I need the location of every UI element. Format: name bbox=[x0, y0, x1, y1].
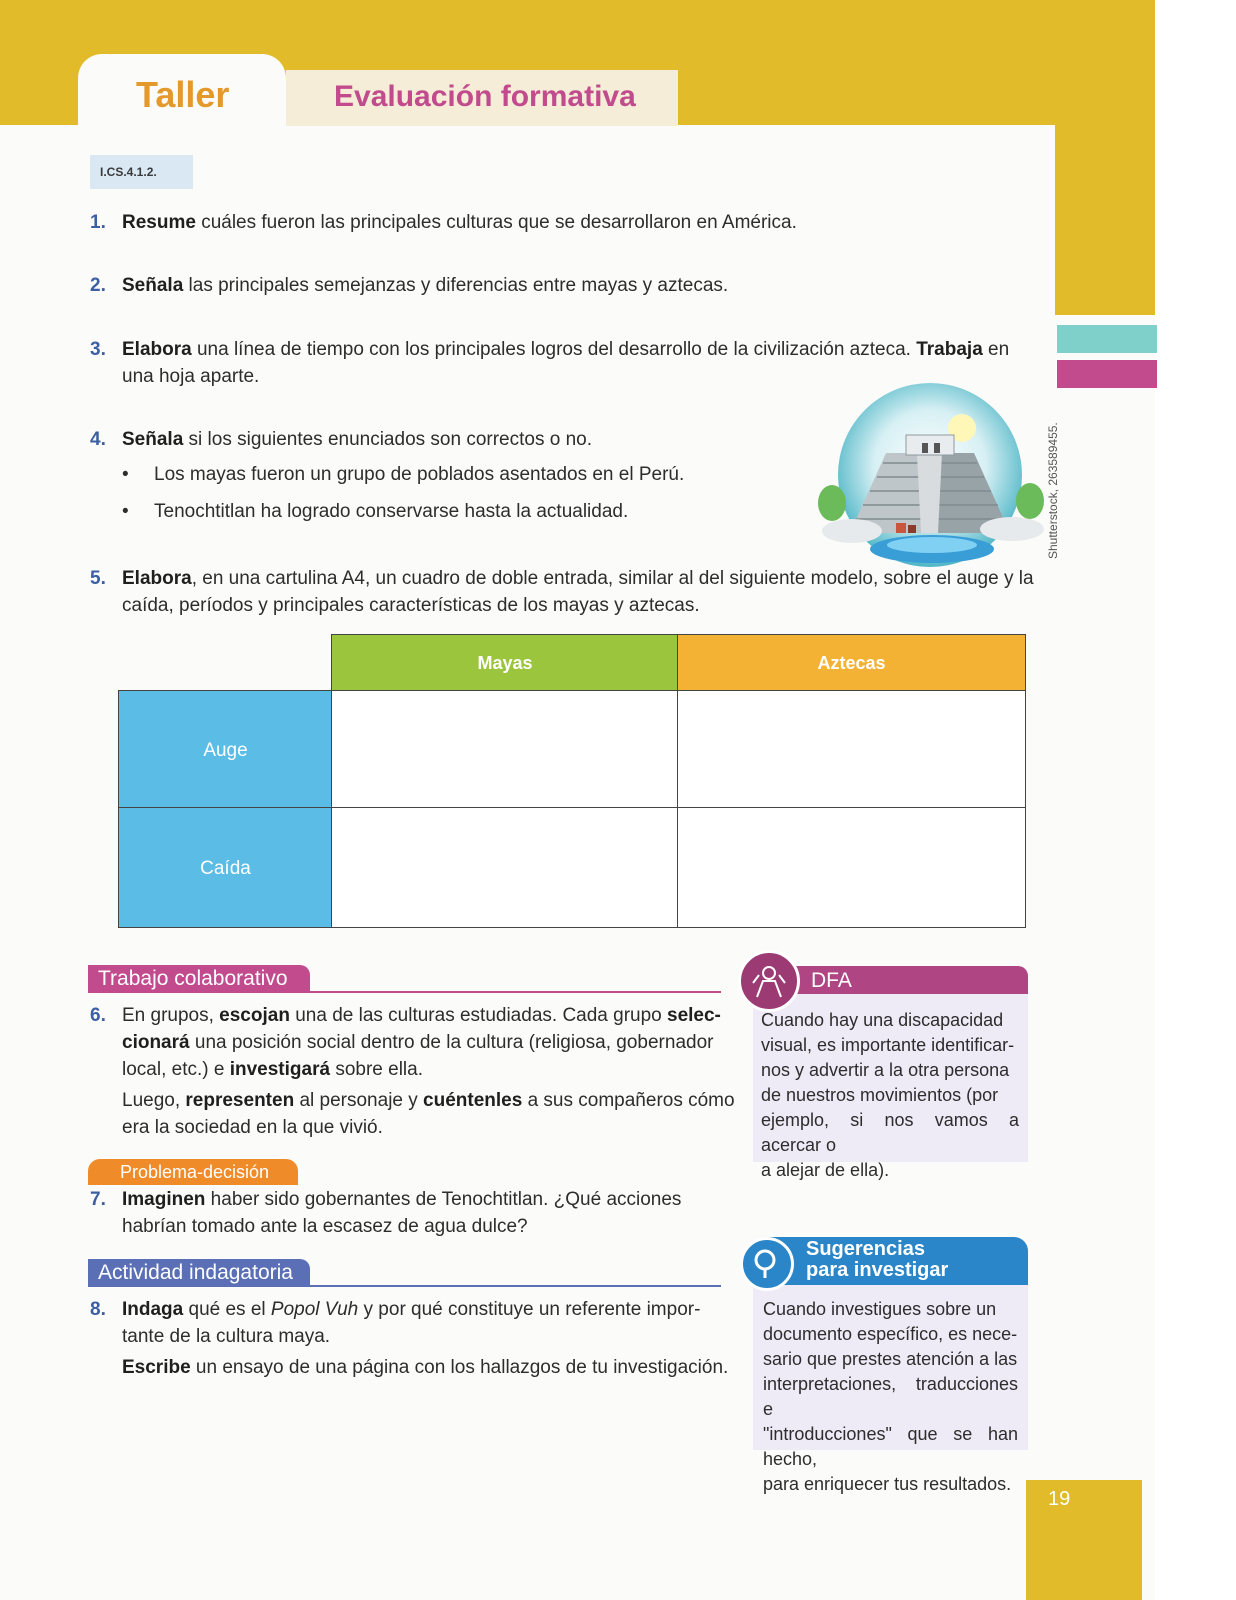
dfa-line: nos y advertir a la otra persona bbox=[761, 1060, 1010, 1080]
bullet-item bbox=[122, 501, 762, 529]
question-verb: cionará bbox=[122, 1032, 190, 1053]
magnifier-icon bbox=[740, 1237, 794, 1291]
question-text: tante de la cultura maya. bbox=[122, 1326, 331, 1347]
question-text: a sus compañeros cómo bbox=[522, 1090, 735, 1111]
question-1 bbox=[90, 209, 1030, 237]
dfa-title: DFA bbox=[811, 969, 852, 992]
question-number: 6. bbox=[90, 1005, 106, 1026]
table-cell bbox=[331, 690, 679, 809]
question-number: 8. bbox=[90, 1299, 106, 1320]
question-text: un ensayo de una página con los hallazgos de tu investigación. bbox=[190, 1357, 729, 1378]
sugerencias-line: sario que prestes atención a las bbox=[763, 1349, 1018, 1369]
question-number: 5. bbox=[90, 568, 106, 589]
question-text: una línea de tiempo con los principales logros del desarrollo de la civilización azteca. bbox=[191, 339, 911, 360]
question-text: Luego, bbox=[122, 1090, 186, 1111]
question-text: las principales semejanzas y diferencias entre mayas y aztecas. bbox=[183, 275, 729, 296]
curriculum-code: I.CS.4.1.2. bbox=[90, 155, 193, 189]
table-cell bbox=[331, 807, 679, 928]
question-text: En grupos, bbox=[122, 1005, 220, 1026]
question-7 bbox=[90, 1186, 730, 1242]
dfa-line: visual, es importante identificar- bbox=[761, 1035, 1015, 1055]
question-8 bbox=[90, 1296, 730, 1386]
taller-tab bbox=[78, 54, 286, 134]
column-header-aztecas: Aztecas bbox=[677, 634, 1026, 692]
sugerencias-text bbox=[763, 1297, 1018, 1497]
question-text-2: en bbox=[982, 339, 1010, 360]
sugerencias-title bbox=[806, 1239, 948, 1281]
question-verb: Escribe bbox=[122, 1357, 191, 1378]
image-credit bbox=[1040, 415, 1060, 565]
question-text-line2: caída, períodos y principales características de los mayas y aztecas. bbox=[122, 595, 700, 616]
pink-marker bbox=[1057, 360, 1157, 388]
question-verb: Elabora bbox=[122, 568, 192, 589]
dfa-line: a alejar de ella). bbox=[761, 1160, 890, 1180]
sugerencias-line: para enriquecer tus resultados. bbox=[763, 1474, 1012, 1494]
header-band-right bbox=[1055, 0, 1155, 315]
question-text: era la sociedad en la que vivió. bbox=[122, 1117, 383, 1138]
page-number-tab bbox=[1026, 1480, 1142, 1600]
sugerencias-line: documento específico, es nece- bbox=[763, 1324, 1018, 1344]
question-text: haber sido gobernantes de Tenochtitlan. ¿Qué acciones bbox=[205, 1189, 682, 1210]
dfa-text bbox=[761, 1008, 1019, 1183]
question-verb: investigará bbox=[229, 1059, 331, 1080]
sugerencias-line: Cuando investigues sobre un bbox=[763, 1299, 997, 1319]
question-verb: Elabora bbox=[122, 339, 192, 360]
question-verb: Resume bbox=[122, 212, 196, 233]
question-text: si los siguientes enunciados son correctos o no. bbox=[183, 429, 592, 450]
question-number: 3. bbox=[90, 339, 106, 360]
section-rule bbox=[88, 991, 721, 993]
row-header-auge: Auge bbox=[118, 690, 333, 809]
page-edge bbox=[1155, 0, 1236, 1600]
sugerencias-title-line: para investigar bbox=[806, 1259, 949, 1281]
question-text: qué es el bbox=[183, 1299, 271, 1320]
question-verb: escojan bbox=[219, 1005, 290, 1026]
pyramid-illustration bbox=[812, 383, 1062, 573]
question-text: y por qué constituye un referente impor- bbox=[358, 1299, 701, 1320]
section-title-tab bbox=[286, 70, 678, 126]
bullet-item bbox=[122, 464, 762, 492]
table-cell bbox=[677, 807, 1026, 928]
section-title: Evaluación formativa bbox=[334, 80, 636, 113]
sugerencias-header bbox=[753, 1237, 1028, 1285]
sugerencias-title-line: Sugerencias bbox=[806, 1238, 925, 1260]
teal-marker bbox=[1057, 325, 1157, 353]
question-verb: Indaga bbox=[122, 1299, 184, 1320]
section-header-trabajo: Trabajo colaborativo bbox=[88, 965, 310, 993]
row-header-caida: Caída bbox=[118, 807, 333, 928]
bullet-text: Tenochtitlan ha logrado conservarse hasta la actualidad. bbox=[154, 501, 629, 522]
table-cell bbox=[677, 690, 1026, 809]
bullet-dot: • bbox=[122, 501, 129, 522]
sugerencias-line: interpretaciones, traducciones e bbox=[763, 1374, 1018, 1419]
dfa-line: ejemplo, si nos vamos a acercar o bbox=[761, 1110, 1019, 1155]
page-number: 19 bbox=[1048, 1488, 1071, 1510]
bullet-dot: • bbox=[122, 464, 129, 485]
question-text-line2: una hoja aparte. bbox=[122, 366, 260, 387]
question-text: una de las culturas estudiadas. Cada grupo bbox=[289, 1005, 668, 1026]
dfa-line: Cuando hay una discapacidad bbox=[761, 1010, 1004, 1030]
question-number: 7. bbox=[90, 1189, 106, 1210]
section-header-problema: Problema-decisión bbox=[88, 1159, 298, 1185]
question-2 bbox=[90, 272, 1030, 300]
dfa-line: de nuestros movimientos (por bbox=[761, 1085, 999, 1105]
dfa-icon bbox=[738, 950, 800, 1012]
book-title: Popol Vuh bbox=[270, 1299, 359, 1320]
question-4 bbox=[90, 426, 790, 454]
question-text: , en una cartulina A4, un cuadro de doble entrada, similar al del siguiente modelo, sobre el auge y la bbox=[191, 568, 1034, 589]
question-verb: selec- bbox=[667, 1005, 721, 1026]
comparison-table bbox=[118, 634, 1028, 930]
bullet-text: Los mayas fueron un grupo de poblados asentados en el Perú. bbox=[154, 464, 685, 485]
section-rule bbox=[88, 1285, 721, 1287]
question-text: habrían tomado ante la escasez de agua dulce? bbox=[122, 1216, 528, 1237]
question-5 bbox=[90, 565, 1035, 621]
question-text: cuáles fueron las principales culturas que se desarrollaron en América. bbox=[195, 212, 797, 233]
question-number: 1. bbox=[90, 212, 106, 233]
column-header-mayas: Mayas bbox=[331, 634, 679, 692]
taller-label: Taller bbox=[136, 74, 230, 115]
question-6 bbox=[90, 1002, 735, 1142]
section-header-actividad: Actividad indagatoria bbox=[88, 1259, 310, 1287]
question-number: 2. bbox=[90, 275, 106, 296]
question-text: sobre ella. bbox=[330, 1059, 423, 1080]
question-verb: Imaginen bbox=[122, 1189, 206, 1210]
question-verb: Señala bbox=[122, 429, 184, 450]
question-text: una posición social dentro de la cultura (religiosa, gobernador bbox=[189, 1032, 714, 1053]
question-verb: representen bbox=[185, 1090, 295, 1111]
sugerencias-line: "introducciones" que se han hecho, bbox=[763, 1424, 1018, 1469]
question-verb: cuéntenles bbox=[423, 1090, 523, 1111]
question-text: local, etc.) e bbox=[122, 1059, 230, 1080]
question-number: 4. bbox=[90, 429, 106, 450]
question-verb: Señala bbox=[122, 275, 184, 296]
image-credit-text: Shutterstock, 263589455. bbox=[1046, 422, 1060, 559]
question-text: al personaje y bbox=[294, 1090, 424, 1111]
question-verb-2: Trabaja bbox=[916, 339, 983, 360]
